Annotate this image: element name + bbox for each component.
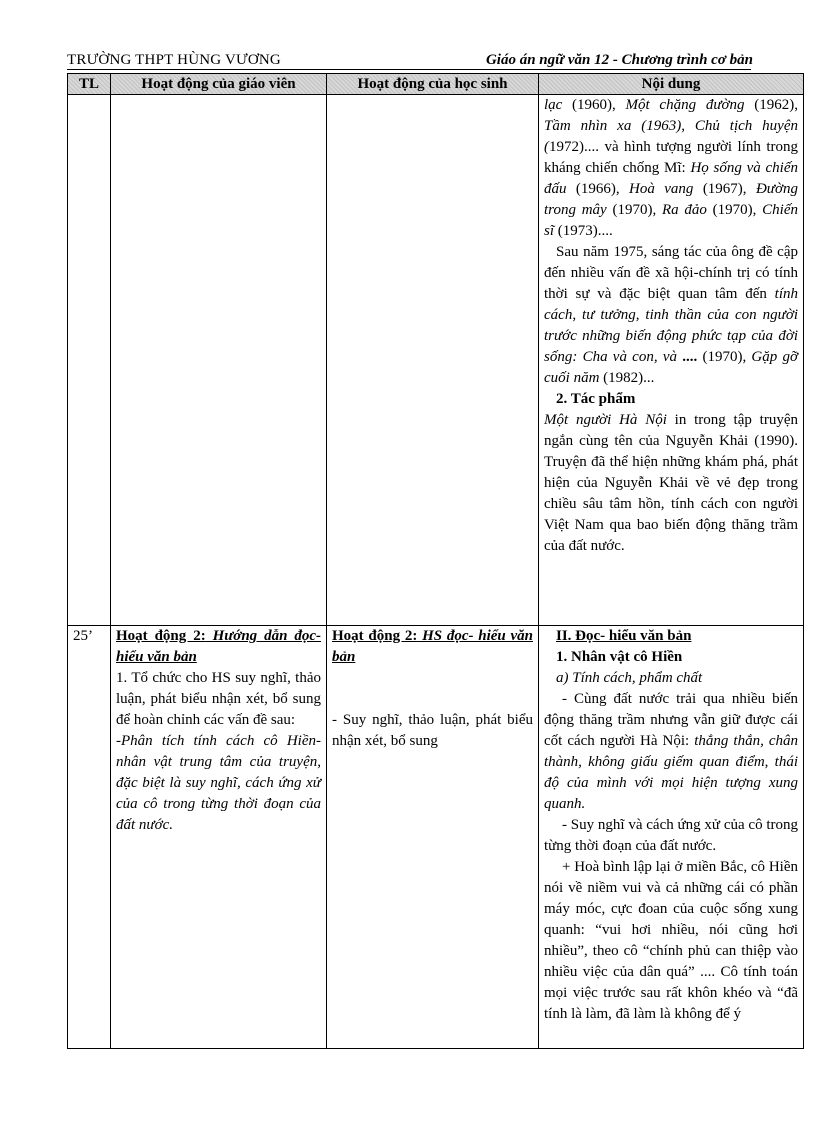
teacher-cell — [111, 626, 327, 1049]
behaviour-paragraph: - Suy nghĩ và cách ứng xử của cô trong từng thời đoạn của đất nước. — [544, 817, 798, 854]
header-teacher-activity: Hoạt động của giáo viên — [111, 74, 327, 95]
school-name: TRƯỜNG THPT HÙNG VƯƠNG — [67, 52, 281, 68]
work-paragraph: Một người Hà Nội in trong tập truyện ngắn cùng tên của Nguyễn Khải (1990). Truyện đã thể hiện những khám phá, phát hiện của Nguyễn Khải về vẻ đẹp trong chiều sâu tâm hồn, tính cách con người Việt Nam qua bao biến động thăng trầm của đất nước. — [544, 412, 798, 554]
table-header-row — [68, 74, 804, 95]
header-rule — [67, 69, 751, 70]
student-response: - Suy nghĩ, thảo luận, phát biểu nhận xét, bổ sung — [332, 712, 533, 749]
student-cell — [327, 626, 539, 1049]
header-student-activity: Hoạt động của học sinh — [327, 74, 539, 95]
section-heading: II. Đọc- hiểu văn bản — [556, 628, 692, 644]
course-title: Giáo án ngữ văn 12 - Chương trình cơ bản — [485, 52, 753, 68]
heading-works: 2. Tác phẩm — [556, 391, 636, 407]
content-cell — [539, 626, 804, 1049]
table-row — [68, 95, 804, 626]
trait-paragraph: - Cùng đất nước trải qua nhiều biến động thăng trầm nhưng vẫn giữ được cái cốt cách người Hà Nội: thẳng thắn, chân thành, không giấu giếm quan điểm, thái độ của mình với mọi hiện tượng xung quanh. — [544, 691, 798, 812]
page-header — [67, 52, 803, 72]
teacher-task: -Phân tích tính cách cô Hiền- nhân vật trung tâm của truyện, đặc biệt là suy nghĩ, cách ứng xử của cô trong từng thời đoạn của đất nước. — [116, 733, 321, 833]
student-cell — [327, 95, 539, 626]
student-activity-title: Hoạt động 2: HS đọc- hiểu văn bản — [332, 628, 533, 665]
lesson-plan-table — [67, 73, 804, 1049]
subheading: a) Tính cách, phẩm chất — [556, 670, 703, 686]
works-paragraph: lạc (1960), Một chặng đường (1962), Tầm nhìn xa (1963), Chủ tịch huyện (1972).... và hình tượng người lính trong kháng chiến chống Mĩ: Họ sống và chiến đấu (1966), Hoà vang (1967), Đường trong mây (1970), Ra đảo (1970), Chiến sĩ (1973).... — [544, 97, 798, 239]
header-content: Nội dung — [539, 74, 804, 95]
character-heading: 1. Nhân vật cô Hiền — [556, 649, 683, 665]
header-time: TL — [68, 74, 111, 95]
teacher-cell — [111, 95, 327, 626]
time-cell — [68, 95, 111, 626]
table-row — [68, 626, 804, 1049]
after-1975-paragraph: Sau năm 1975, sáng tác của ông đề cập đến nhiều vấn đề xã hội-chính trị có tính thời sự và đặc biệt quan tâm đến tính cách, tư tưởng, tinh thần của con người trước những biến động phức tạp của đời sống: Cha và con, và .... (1970), Gặp gỡ cuối năm (1982)... — [544, 244, 798, 386]
period-paragraph: + Hoà bình lập lại ở miền Bắc, cô Hiền nói về niềm vui và cả những cái có phần máy móc, cực đoan của cuộc sống xung quanh: “vui hơi nhiều, nói cũng hơi nhiều”, theo cô “chính phủ can thiệp vào nhiều việc của dân quá” .... Cô tính toán mọi việc trước sau rất khôn khéo và “đã tính là làm, đã làm là không để ý — [544, 859, 798, 1022]
teacher-activity-title: Hoạt động 2: Hướng dẫn đọc- hiểu văn bản — [116, 628, 321, 665]
content-cell — [539, 95, 804, 626]
time-cell: 25’ — [68, 626, 111, 1049]
teacher-instruction: 1. Tổ chức cho HS suy nghĩ, thảo luận, phát biểu nhận xét, bổ sung để hoàn chỉnh các vấn đề sau: — [116, 670, 321, 728]
